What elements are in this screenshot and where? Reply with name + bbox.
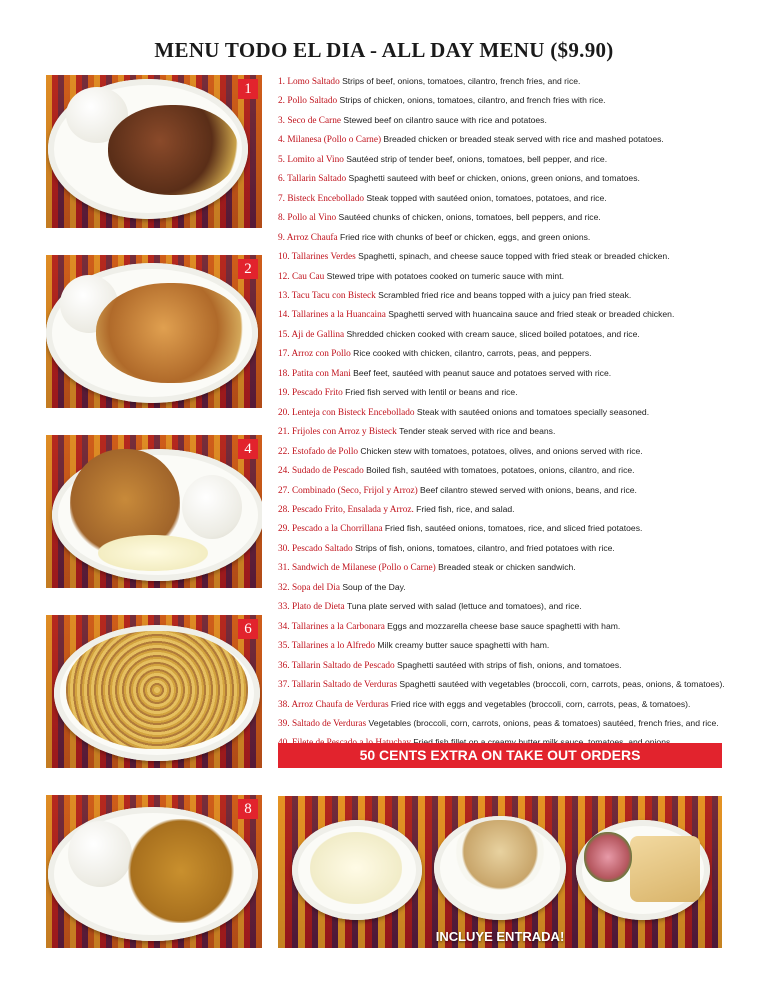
menu-item: [278, 519, 744, 538]
menu-item: [278, 169, 744, 188]
menu-item-description: Breaded steak or chicken sandwich.: [438, 562, 576, 573]
menu-item-description: Milk creamy butter sauce spaghetti with ham.: [377, 640, 550, 651]
menu-item-number: 14.: [278, 310, 290, 321]
menu-item: [278, 228, 744, 247]
menu-item-name: Patita con Mani: [291, 368, 351, 379]
menu-item-name: Milanesa (Pollo o Carne): [287, 135, 382, 146]
menu-item-description: Boiled fish, sautéed with tomatoes, potatoes, onions, cilantro, and rice.: [366, 465, 635, 476]
menu-item-name: Aji de Gallina: [291, 329, 345, 340]
dish-number-badge: 1: [238, 79, 258, 99]
menu-item-name: Sopa del Dia: [291, 582, 340, 593]
menu-item-number: 34.: [278, 621, 290, 632]
menu-item: [278, 72, 744, 91]
menu-item-number: 33.: [278, 602, 290, 613]
menu-item-number: 22.: [278, 446, 290, 457]
menu-item: [278, 422, 744, 441]
menu-item-name: Arroz Chaufa: [286, 232, 338, 243]
menu-item-name: Combinado (Seco, Frijol y Arroz): [291, 485, 418, 496]
menu-item-number: 3.: [278, 115, 285, 126]
menu-item: [278, 325, 744, 344]
mashed-potatoes: [310, 832, 402, 904]
menu-item-number: 7.: [278, 193, 285, 204]
menu-item: [278, 578, 744, 597]
entrada-label: INCLUYE ENTRADA!: [435, 929, 565, 944]
menu-item-name: Saltado de Verduras: [291, 718, 367, 729]
menu-item: [278, 403, 744, 422]
rice: [182, 475, 242, 539]
menu-item: [278, 130, 744, 149]
menu-item-name: Tallarines Verdes: [291, 252, 356, 263]
menu-item: [278, 111, 744, 130]
menu-item-description: Beef cilantro stewed served with onions, beans, and rice.: [420, 484, 637, 495]
menu-item-description: Sautéed chunks of chicken, onions, tomatoes, bell peppers, and rice.: [338, 212, 601, 223]
menu-item-description: Spaghetti sautéed with vegetables (broccoli, corn, carrots, peas, onions, & tomatoes).: [399, 679, 725, 690]
menu-item-number: 37.: [278, 680, 290, 691]
menu-item-number: 10.: [278, 252, 290, 263]
menu-item-description: Strips of fish, onions, tomatoes, cilantro, and fried potatoes with rice.: [354, 542, 615, 553]
dish-number-badge: 6: [238, 619, 258, 639]
menu-item-description: Spaghetti sautéed with strips of fish, onions, and tomatoes.: [396, 659, 622, 670]
menu-item-number: 8.: [278, 213, 285, 224]
menu-item-description: Strips of chicken, onions, tomatoes, cilantro, and french fries with rice.: [339, 95, 606, 106]
menu-item-number: 31.: [278, 563, 290, 574]
menu-item-description: Soup of the Day.: [342, 581, 406, 592]
menu-item: [278, 500, 744, 519]
menu-item-name: Tallarin Saltado: [287, 174, 347, 185]
menu-item: [278, 461, 744, 480]
menu-item-description: Spaghetti served with huancaina sauce and fried steak or breaded chicken.: [388, 309, 675, 320]
menu-item-name: Estofado de Pollo: [291, 446, 359, 457]
menu-item-description: Steak topped with sautéed onion, tomatoes, potatoes, and rice.: [366, 192, 607, 203]
menu-item: [278, 189, 744, 208]
menu-item-description: Chicken stew with tomatoes, potatoes, olives, and onions served with rice.: [360, 445, 643, 456]
menu-item-number: 39.: [278, 718, 290, 729]
menu-item-number: 13.: [278, 290, 290, 301]
menu-item-number: 1.: [278, 77, 285, 87]
beef-saltado: [108, 105, 238, 195]
menu-item-number: 17.: [278, 349, 290, 360]
menu-item-number: 28.: [278, 504, 290, 515]
tallarin-saltado: [66, 631, 248, 749]
menu-item: [278, 617, 744, 636]
menu-item-name: Tallarines a la Huancaina: [291, 310, 386, 321]
menu-item-name: Bisteck Encebollado: [287, 193, 364, 204]
menu-item-description: Stewed beef on cilantro sauce with rice and potatoes.: [343, 114, 547, 125]
menu-item-number: 4.: [278, 135, 285, 146]
menu-item-number: 9.: [278, 232, 285, 243]
menu-item-description: Spaghetti, spinach, and cheese sauce topped with fried steak or breaded chicken.: [358, 251, 670, 262]
curry-stew: [116, 819, 246, 923]
menu-item: [278, 286, 744, 305]
menu-item-number: 20.: [278, 407, 290, 418]
menu-item-description: Vegetables (broccoli, corn, carrots, onions, peas & tomatoes) sautéed, french fries, and rice.: [368, 717, 719, 728]
menu-item-description: Sautéed strip of tender beef, onions, tomatoes, bell pepper, and rice.: [346, 153, 608, 164]
menu-item-name: Pescado Frito, Ensalada y Arroz.: [291, 504, 414, 515]
dish-photo-8: [46, 795, 262, 948]
menu-item: [278, 539, 744, 558]
menu-item-description: Beef feet, sautéed with peanut sauce and potatoes served with rice.: [353, 367, 612, 378]
menu-item-name: Sandwich de Milanese (Pollo o Carne): [291, 563, 436, 574]
menu-item: [278, 656, 744, 675]
menu-item-description: Fried rice with eggs and vegetables (broccoli, corn, carrots, peas, & tomatoes).: [390, 698, 691, 709]
menu-item-name: Plato de Dieta: [291, 602, 345, 613]
menu-item-number: 2.: [278, 96, 285, 107]
dish-number-badge: 4: [238, 439, 258, 459]
menu-item-number: 38.: [278, 699, 290, 710]
menu-item: [278, 267, 744, 286]
menu-item-name: Tacu Tacu con Bisteck: [291, 290, 376, 301]
menu-item-number: 12.: [278, 271, 290, 282]
menu-item-number: 29.: [278, 524, 290, 535]
menu-item-number: 32.: [278, 582, 290, 593]
menu-list: [278, 72, 744, 769]
menu-item: [278, 695, 744, 714]
menu-item: [278, 481, 744, 500]
menu-item-name: Pollo Saltado: [287, 96, 338, 107]
menu-item-description: Tuna plate served with salad (lettuce and tomatoes), and rice.: [346, 601, 582, 612]
menu-item-number: 24.: [278, 466, 290, 477]
menu-item: [278, 597, 744, 616]
menu-item-name: Tallarin Saltado de Pescado: [291, 660, 395, 671]
dish-photo-1: [46, 75, 262, 228]
menu-item-description: Scrambled fried rice and beans topped with a juicy pan fried steak.: [378, 289, 632, 300]
soup-bowl: [454, 820, 546, 890]
menu-item-number: 36.: [278, 660, 290, 671]
menu-item-description: Stewed tripe with potatoes cooked on tumeric sauce with mint.: [326, 270, 564, 281]
entrada-photo: [278, 796, 722, 948]
take-out-banner: 50 CENTS EXTRA ON TAKE OUT ORDERS: [278, 743, 722, 768]
menu-item-name: Tallarin Saltado de Verduras: [291, 680, 398, 691]
menu-item-name: Lenteja con Bisteck Encebollado: [291, 407, 415, 418]
sandwich: [630, 836, 700, 902]
menu-item: [278, 247, 744, 266]
dish-photo-6: [46, 615, 262, 768]
dish-number-badge: 2: [238, 259, 258, 279]
menu-item-description: Shredded chicken cooked with cream sauce, sliced boiled potatoes, and rice.: [346, 328, 640, 339]
menu-item-name: Tallarines a lo Alfredo: [291, 641, 376, 652]
menu-item-name: Lomo Saltado: [287, 77, 340, 87]
menu-item: [278, 305, 744, 324]
menu-item: [278, 675, 744, 694]
menu-item-number: 19.: [278, 388, 290, 399]
menu-item-description: Steak with sautéed onions and tomatoes specially seasoned.: [416, 406, 650, 417]
menu-item-number: 5.: [278, 154, 285, 165]
salad: [584, 832, 632, 882]
menu-item-description: Fried fish, rice, and salad.: [416, 503, 515, 514]
menu-item-name: Seco de Carne: [287, 115, 342, 126]
menu-item-number: 35.: [278, 641, 290, 652]
menu-item-description: Spaghetti sauteed with beef or chicken, onions, green onions, and tomatoes.: [348, 173, 640, 184]
menu-item-name: Lomito al Vino: [287, 154, 344, 165]
menu-item: [278, 442, 744, 461]
menu-item-description: Fried fish, sautéed onions, tomatoes, rice, and sliced fried potatoes.: [384, 523, 643, 534]
menu-item-description: Rice cooked with chicken, cilantro, carrots, peas, and peppers.: [353, 348, 592, 359]
dish-number-badge: 8: [238, 799, 258, 819]
menu-item-name: Arroz con Pollo: [291, 349, 351, 360]
menu-item-description: Tender steak served with rice and beans.: [399, 426, 556, 437]
menu-item-description: Fried rice with chunks of beef or chicken, eggs, and green onions.: [339, 231, 591, 242]
menu-item-name: Pollo al Vino: [287, 213, 337, 224]
menu-item: [278, 636, 744, 655]
menu-item-number: 15.: [278, 329, 290, 340]
menu-item-name: Tallarines a la Carbonara: [291, 621, 385, 632]
menu-item-name: Cau Cau: [291, 271, 325, 282]
menu-item-name: Pescado Frito: [291, 388, 343, 399]
menu-item-number: 6.: [278, 174, 285, 185]
menu-item-name: Arroz Chaufa de Verduras: [291, 699, 389, 710]
menu-item: [278, 364, 744, 383]
menu-item-description: Fried fish served with lentil or beans and rice.: [345, 387, 518, 398]
dish-photo-4: [46, 435, 262, 588]
menu-item-name: Pescado Saltado: [291, 543, 353, 554]
menu-item-number: 27.: [278, 485, 290, 496]
menu-item: [278, 344, 744, 363]
menu-item-description: Eggs and mozzarella cheese base sauce spaghetti with ham.: [387, 620, 621, 631]
menu-item-description: Breaded chicken or breaded steak served with rice and mashed potatoes.: [383, 134, 664, 145]
dish-photo-2: [46, 255, 262, 408]
page-title: MENU TODO EL DIA - ALL DAY MENU ($9.90): [154, 38, 614, 62]
mashed-potatoes: [98, 535, 208, 571]
menu-item: [278, 91, 744, 110]
menu-item: [278, 714, 744, 733]
menu-item-name: Frijoles con Arroz y Bisteck: [291, 427, 397, 438]
menu-item-name: Pescado a la Chorrillana: [291, 524, 383, 535]
menu-item: [278, 558, 744, 577]
menu-item-number: 30.: [278, 543, 290, 554]
menu-item-number: 21.: [278, 427, 290, 438]
chicken-saltado: [96, 283, 246, 383]
menu-item: [278, 150, 744, 169]
menu-item: [278, 383, 744, 402]
menu-item: [278, 208, 744, 227]
menu-item-number: 18.: [278, 368, 290, 379]
menu-item-description: Strips of beef, onions, tomatoes, cilantro, french fries, and rice.: [342, 76, 581, 86]
menu-item-name: Sudado de Pescado: [291, 466, 364, 477]
